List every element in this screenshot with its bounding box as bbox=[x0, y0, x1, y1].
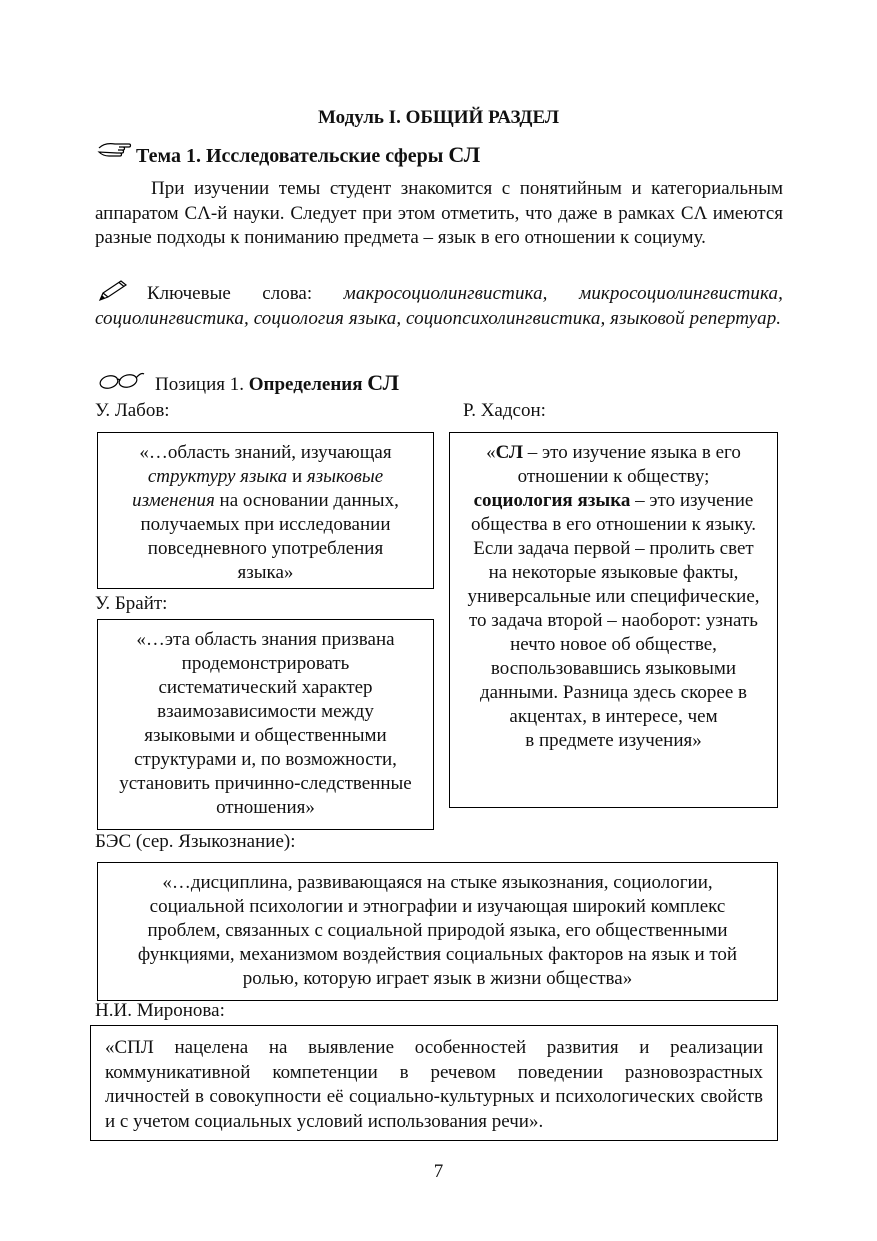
mironova-text: «СПЛ нацелена на выявление особенностей развития и реализации коммуникативной компетенции в речевом поведении разновозрастных личностей в совокупности её социально-культурных и психологических свойств и с учетом социальных условий использования речи». bbox=[105, 1037, 763, 1132]
bright-text: «…эта область знания призвана продемонстрировать систематический характер взаимозависимости между языковыми и общественными структурами и, по возможности, установить причинно-следственные отношения» bbox=[119, 629, 412, 818]
hudson-t3: в предмете изучения» bbox=[525, 730, 702, 751]
module-title: Модуль I. ОБЩИЙ РАЗДЕЛ bbox=[317, 107, 560, 128]
topic-abbr: СЛ bbox=[448, 142, 481, 167]
hudson-t2: – это изучение общества в его отношении к языку. Если задача первой – пролить свет на некоторые языковые факты, универсальные или специфические, то задача второй – наоборот: узнать нечто новое об обществе, воспользовавшись языковыми данными. Разница здесь скорее в акцентах, в интересе, чем bbox=[467, 490, 760, 727]
bes-label: БЭС (сер. Языкознание): bbox=[95, 831, 296, 852]
topic-prefix: Тема 1. Исследовательские сферы bbox=[136, 145, 449, 167]
hudson-open: « bbox=[486, 442, 496, 463]
keywords-label: Ключевые слова: bbox=[147, 283, 313, 304]
page-number: 7 bbox=[433, 1161, 444, 1182]
labov-label: У. Лабов: bbox=[95, 400, 170, 421]
labov-quote-box bbox=[97, 432, 434, 589]
intro-paragraph bbox=[95, 177, 783, 251]
labov-q3: на основании данных, получаемых при исследовании повседневного употребления языка» bbox=[140, 490, 399, 583]
topic-title bbox=[136, 142, 480, 168]
hudson-b1: СЛ bbox=[495, 442, 524, 463]
bright-quote-box bbox=[97, 619, 434, 830]
mironova-label: Н.И. Миронова: bbox=[95, 1000, 225, 1021]
labov-em2: языковые изменения bbox=[132, 466, 384, 511]
pointing-hand-icon bbox=[97, 138, 133, 167]
hudson-t1: – это изучение языка в его отношении к обществу; bbox=[517, 442, 741, 487]
keywords-terms: макросоциолингвистика, микросоциолингвистика, социолингвистика, социология языка, социопсихолингвистика, языковой репертуар. bbox=[95, 283, 783, 329]
labov-q2: и bbox=[287, 466, 307, 487]
hudson-label: Р. Хадсон: bbox=[463, 400, 546, 421]
intro-text: При изучении темы студент знакомится с понятийным и категориальным аппаратом СΛ-й науки. Следует при этом отметить, что даже в рамках СΛ имеются разные подходы к пониманию предмета – язык в его отношении к социуму. bbox=[95, 178, 783, 248]
position-abbr: СЛ bbox=[367, 370, 400, 395]
position-title: Определения bbox=[248, 374, 363, 395]
position-prefix: Позиция 1. bbox=[155, 374, 244, 395]
bright-label: У. Брайт: bbox=[95, 593, 168, 614]
bes-text: «…дисциплина, развивающаяся на стыке языкознания, социологии, социальной психологии и этнографии и изучающая широкий комплекс проблем, связанных с социальной природой языка, его общественными функциями, механизмом воздействия социальных факторов на язык и той ролью, которую играет язык в жизни общества» bbox=[137, 872, 738, 989]
bes-quote-box bbox=[97, 862, 778, 1001]
hudson-b2: социология языка bbox=[473, 490, 631, 511]
hudson-quote-box bbox=[449, 432, 778, 808]
mironova-quote-box bbox=[90, 1025, 778, 1141]
labov-q1: «…область знаний, изучающая bbox=[139, 442, 392, 463]
labov-em1: структуру языка bbox=[147, 466, 288, 487]
glasses-icon bbox=[97, 370, 145, 397]
position-line bbox=[155, 370, 399, 396]
keywords-paragraph bbox=[95, 282, 783, 331]
